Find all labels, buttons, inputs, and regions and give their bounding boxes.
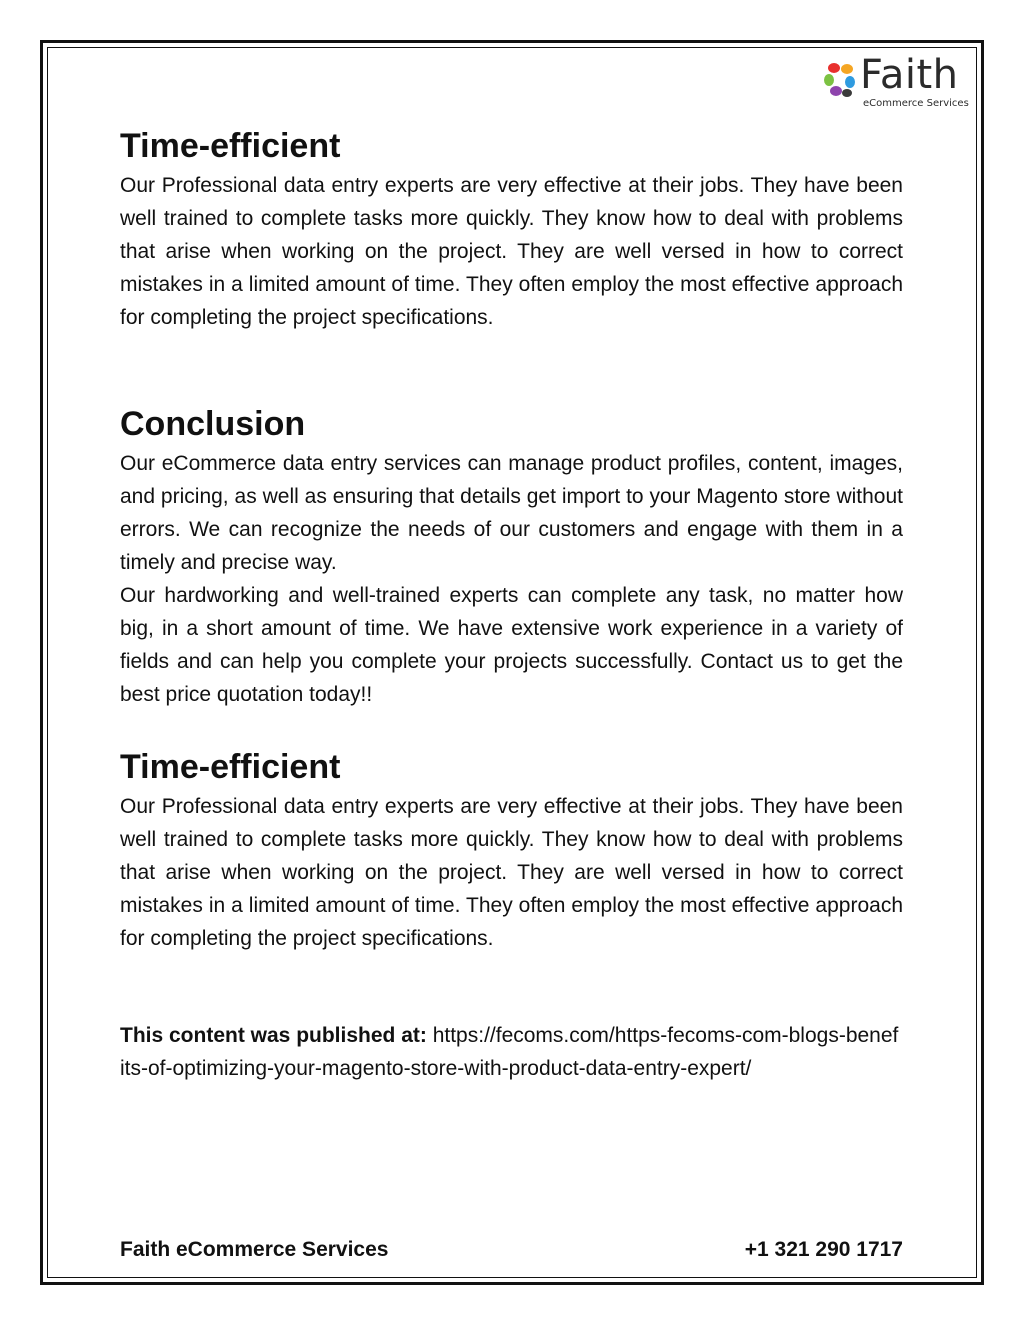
page-footer xyxy=(120,1233,903,1266)
published-label: This content was published at: xyxy=(120,1024,427,1047)
section-time-efficient-1 xyxy=(120,123,903,334)
logo-tagline: eCommerce Services xyxy=(863,98,969,109)
footer-phone: +1 321 290 1717 xyxy=(744,1238,903,1261)
section-paragraph: Our hardworking and well-trained experts can complete any task, no matter how big, in a short amount of time. We have extensive work experience in a variety of fields and can help you complete your projects successfully. Contact us to get the best price quotation today!! xyxy=(120,584,903,706)
section-heading: Time-efficient xyxy=(120,127,341,165)
section-time-efficient-2 xyxy=(120,744,903,955)
section-heading: Time-efficient xyxy=(120,748,341,786)
logo-wordmark: Faith xyxy=(860,52,959,98)
section-paragraph: Our Professional data entry experts are very effective at their jobs. They have been well trained to complete tasks more quickly. They know how to deal with problems that arise when working on the project. They are well versed in how to correct mistakes in a limited amount of time. They often employ the most effective approach for completing the project specifications. xyxy=(120,174,903,329)
company-logo xyxy=(822,52,970,112)
footer-company: Faith eCommerce Services xyxy=(120,1238,389,1261)
published-url-link[interactable]: https://fecoms.com/https-fecoms-com-blogs-benefits-of-optimizing-your-magento-store-with-product-data-entry-expert/ xyxy=(120,1024,899,1080)
published-note xyxy=(120,1019,903,1085)
section-conclusion xyxy=(120,401,903,711)
section-paragraph: Our Professional data entry experts are very effective at their jobs. They have been well trained to complete tasks more quickly. They know how to deal with problems that arise when working on the project. They are well versed in how to correct mistakes in a limited amount of time. They often employ the most effective approach for completing the project specifications. xyxy=(120,795,903,950)
flower-icon xyxy=(822,58,858,102)
section-paragraph: Our eCommerce data entry services can manage product profiles, content, images, and pricing, as well as ensuring that details get import to your Magento store without errors. We can recognize the needs of our customers and engage with them in a timely and precise way. xyxy=(120,452,903,574)
section-heading: Conclusion xyxy=(120,405,306,443)
